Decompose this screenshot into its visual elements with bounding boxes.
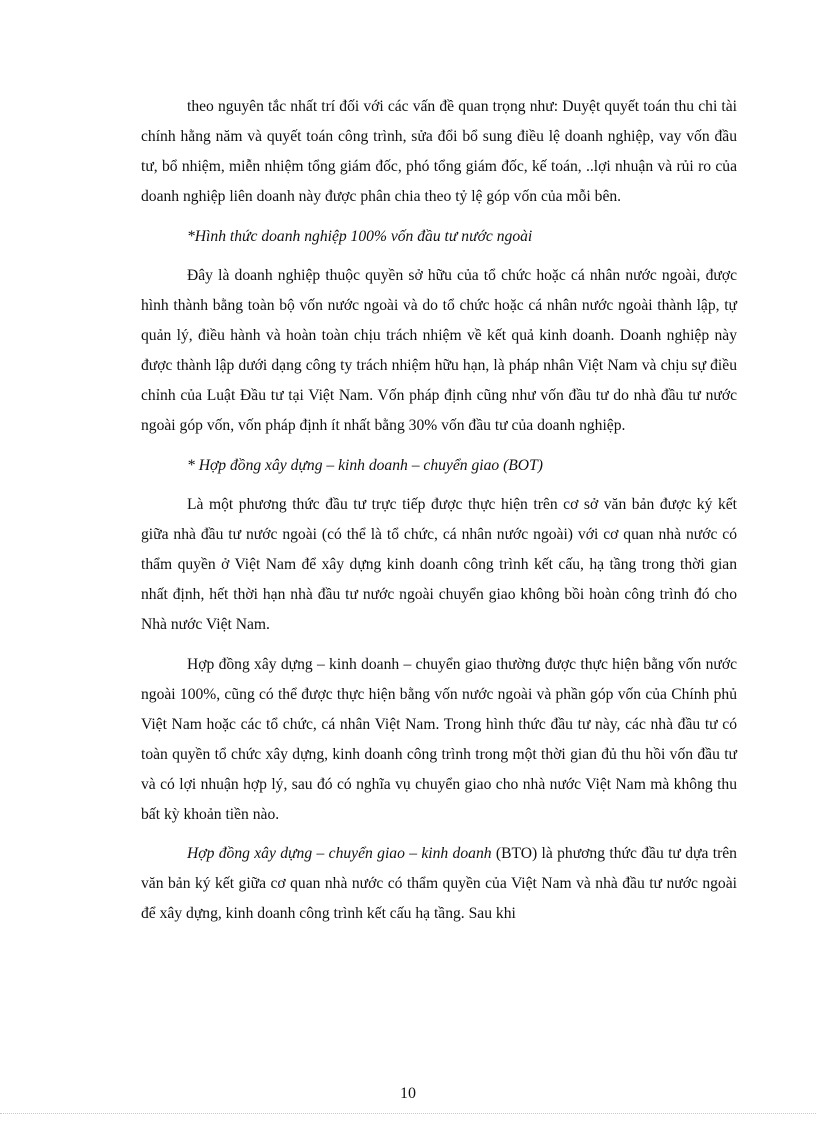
paragraph-5-text: (BTO) là phương thức đầu tư dựa trên văn bản ký kết giữa cơ quan nhà nước có thẩm quyền của Việt Nam và nhà đầu tư nước ngoài để xây dựng, kinh doanh công trình kết cấu hạ tầng. Sau khi [141,845,737,922]
bto-term: Hợp đồng xây dựng – chuyển giao – kinh doanh [187,845,492,862]
page-number: 10 [400,1085,416,1102]
paragraph-4: Hợp đồng xây dựng – kinh doanh – chuyển giao thường được thực hiện bằng vốn nước ngoài 100%, cũng có thể được thực hiện bằng vốn nước ngoài và phần góp vốn của Chính phủ Việt Nam hoặc các tổ chức, cá nhân Việt Nam. Trong hình thức đầu tư này, các nhà đầu tư có toàn quyền tổ chức xây dựng, kinh doanh công trình trong một thời gian đủ thu hồi vốn đầu tư và có lợi nhuận hợp lý, sau đó có nghĩa vụ chuyển giao cho nhà nước Việt Nam mà không thu bất kỳ khoản tiền nào. [141,655,737,823]
paragraph-2: Đây là doanh nghiệp thuộc quyền sở hữu của tổ chức hoặc cá nhân nước ngoài, được hình thành bằng toàn bộ vốn nước ngoài và do tổ chức hoặc cá nhân nước ngoài thành lập, tự quản lý, điều hành và hoàn toàn chịu trách nhiệm về kết quả kinh doanh. Doanh nghiệp này được thành lập dưới dạng công ty trách nhiệm hữu hạn, là pháp nhân Việt Nam và chịu sự điều chỉnh của Luật Đầu tư tại Việt Nam. Vốn pháp định cũng như vốn đầu tư do nhà đầu tư nước ngoài góp vốn, vốn pháp định ít nhất bằng 30% vốn đầu tư của doanh nghiệp. [141,267,737,434]
section-heading-bot: * Hợp đồng xây dựng – kinh doanh – chuyển giao (BOT) [187,456,543,474]
section-heading-fdi-100: *Hình thức doanh nghiệp 100% vốn đầu tư nước ngoài [187,227,533,245]
paragraph-5 [141,839,737,929]
paragraph-3: Là một phương thức đầu tư trực tiếp được thực hiện trên cơ sở văn bản được ký kết giữa nhà đầu tư nước ngoài (có thể là tổ chức, cá nhân nước ngoài) với cơ quan nhà nước có thẩm quyền ở Việt Nam để xây dựng kinh doanh công trình kết cấu, hạ tầng trong thời gian nhất định, hết thời hạn nhà đầu tư nước ngoài chuyển giao không bồi hoàn công trình đó cho Nhà nước Việt Nam. [141,496,737,633]
page-bottom-divider [0,1113,816,1114]
paragraph-1: theo nguyên tắc nhất trí đối với các vấn đề quan trọng như: Duyệt quyết toán thu chi tài chính hằng năm và quyết toán công trình, sửa đổi bổ sung điều lệ doanh nghiệp, vay vốn đầu tư, bổ nhiệm, miễn nhiệm tổng giám đốc, phó tổng giám đốc, kế toán, ..lợi nhuận và rủi ro của doanh nghiệp liên doanh này được phân chia theo tỷ lệ góp vốn của mỗi bên. [141,98,737,205]
document-body [141,92,737,939]
